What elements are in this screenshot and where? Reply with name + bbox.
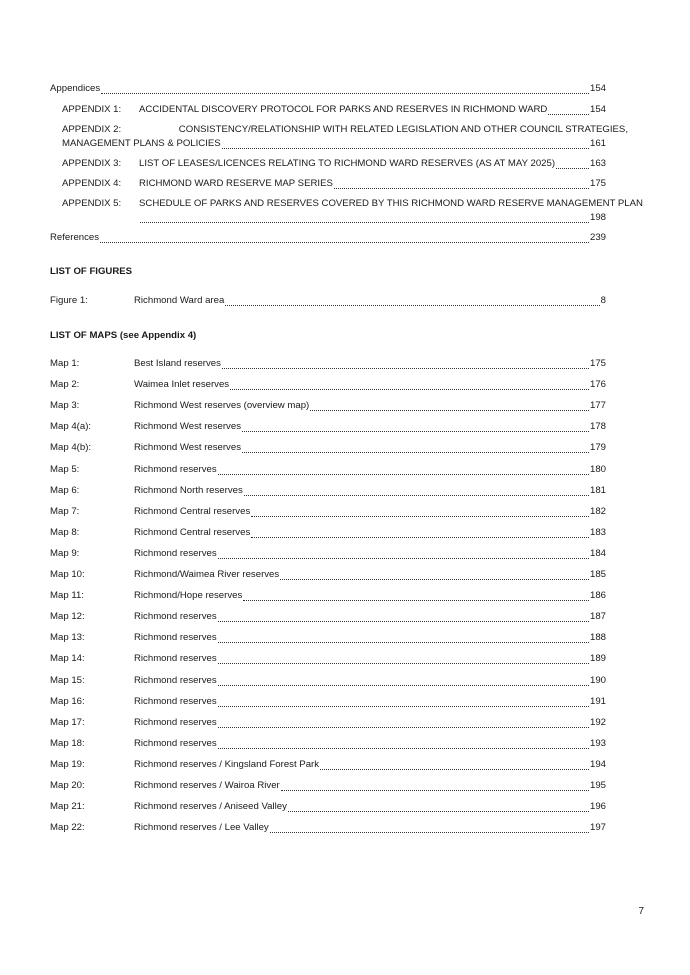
- toc-entry-title: Richmond West reserves: [134, 442, 241, 454]
- toc-page-number: 196: [589, 801, 606, 813]
- toc-page-number: 161: [589, 138, 606, 149]
- toc-entry-map[interactable]: [50, 399, 606, 413]
- toc-entry-title: Richmond Ward area: [134, 295, 225, 306]
- dot-leader: [242, 451, 589, 453]
- toc-entry-map[interactable]: [50, 631, 606, 645]
- toc-page-number: 189: [589, 653, 606, 665]
- toc-entry-title: Richmond reserves / Lee Valley: [134, 822, 269, 834]
- dot-leader: [218, 473, 589, 475]
- toc-entry-label: Map 18:: [50, 737, 85, 749]
- toc-entry-title: Richmond West reserves (overview map): [134, 400, 310, 412]
- toc-entry-line-2: [139, 211, 606, 225]
- toc-entry-label: Map 9:: [50, 547, 80, 559]
- toc-entry-title-part-2: MANAGEMENT PLANS & POLICIES: [62, 138, 221, 149]
- toc-entry-title: Richmond reserves: [134, 547, 217, 559]
- toc-entry-figure-1[interactable]: [50, 294, 606, 308]
- toc-page-number: 179: [589, 442, 606, 454]
- toc-page-number: 176: [589, 379, 606, 391]
- toc-page-number: 175: [589, 358, 606, 369]
- dot-leader: [310, 409, 589, 411]
- toc-entry-label: APPENDIX 5:: [62, 198, 122, 209]
- toc-entry-map[interactable]: [50, 463, 606, 477]
- toc-entry-label: APPENDIX 4:: [62, 178, 122, 189]
- toc-page-number: 175: [589, 178, 606, 189]
- dot-leader: [556, 167, 589, 169]
- toc-entry-map[interactable]: [50, 420, 606, 434]
- toc-entry-map[interactable]: [50, 610, 606, 624]
- toc-entry-map[interactable]: [50, 758, 606, 772]
- toc-entry-label: Map 5:: [50, 463, 80, 475]
- toc-entry-label: Map 13:: [50, 632, 85, 644]
- toc-entry-map[interactable]: [50, 737, 606, 751]
- toc-entry-map[interactable]: [50, 484, 606, 498]
- toc-page-number: 182: [589, 505, 606, 517]
- toc-entry-line-2: [62, 137, 606, 151]
- toc-entry-map[interactable]: [50, 357, 606, 371]
- toc-entry-label: Map 3:: [50, 400, 80, 412]
- toc-entry-map[interactable]: [50, 800, 606, 814]
- toc-entry-label: Map 1:: [50, 358, 80, 369]
- toc-entry-label: APPENDIX 1:: [62, 104, 122, 115]
- toc-entry-map[interactable]: [50, 821, 606, 835]
- dot-leader: [218, 705, 589, 707]
- dot-leader: [251, 515, 589, 517]
- toc-entry-label: Map 15:: [50, 674, 85, 686]
- toc-page-number: 184: [589, 547, 606, 559]
- toc-entry-title: References: [50, 232, 100, 243]
- dot-leader: [280, 578, 589, 580]
- toc-page-number: 195: [589, 780, 606, 791]
- toc-page-number: 183: [589, 526, 606, 538]
- dot-leader: [225, 304, 599, 306]
- toc-page-number: 185: [589, 569, 606, 580]
- dot-leader: [100, 241, 589, 243]
- toc-entry-title: Richmond reserves / Aniseed Valley: [134, 801, 287, 813]
- toc-entry-title: Best Island reserves: [134, 358, 221, 369]
- toc-entry-label: Map 20:: [50, 780, 85, 791]
- toc-entry-line-1: [62, 123, 628, 137]
- toc-entry-title: Richmond/Waimea River reserves: [134, 569, 280, 580]
- toc-page-number: 192: [589, 716, 606, 728]
- toc-page-number: 239: [589, 232, 606, 243]
- toc-page-number: 8: [600, 295, 606, 306]
- dot-leader: [251, 536, 589, 538]
- toc-entry-title: Richmond reserves / Wairoa River: [134, 780, 280, 791]
- toc-entry-title: Richmond North reserves: [134, 484, 243, 496]
- toc-entry-title: Richmond reserves / Kingsland Forest Park: [134, 758, 320, 770]
- toc-entry-label: Map 2:: [50, 379, 80, 391]
- dot-leader: [243, 599, 589, 601]
- dot-leader: [270, 831, 589, 833]
- toc-page-number: 187: [589, 611, 606, 623]
- toc-entry-label: Map 19:: [50, 758, 85, 770]
- dot-leader: [548, 113, 589, 115]
- toc-page-number: 186: [589, 590, 606, 602]
- toc-entry-title: Richmond reserves: [134, 653, 217, 665]
- toc-entry-label: Map 17:: [50, 716, 85, 728]
- dot-leader: [334, 187, 589, 189]
- toc-page-number: 181: [589, 484, 606, 496]
- toc-entry-label: Map 22:: [50, 822, 85, 834]
- dot-leader: [140, 221, 589, 223]
- toc-entry-label: Map 10:: [50, 569, 85, 580]
- toc-entry-title: Richmond reserves: [134, 674, 217, 686]
- toc-entry-appendices[interactable]: [50, 82, 606, 96]
- toc-entry-label: Map 4(a):: [50, 421, 92, 433]
- toc-entry-label: Map 21:: [50, 801, 85, 813]
- dot-leader: [218, 662, 589, 664]
- toc-entry-title: Richmond reserves: [134, 463, 217, 475]
- dot-leader: [281, 789, 589, 791]
- toc-entry-label: APPENDIX 2:: [62, 124, 122, 135]
- dot-leader: [218, 747, 589, 749]
- toc-entry-title-part-1: CONSISTENCY/RELATIONSHIP WITH RELATED LEGISLATION AND OTHER COUNCIL STRATEGIES,: [178, 124, 628, 135]
- toc-entry-title: LIST OF LEASES/LICENCES RELATING TO RICHMOND WARD RESERVES (AS AT MAY 2025): [139, 158, 556, 169]
- toc-entry-line-1: [62, 197, 643, 211]
- toc-page-number: 191: [589, 695, 606, 707]
- toc-page-number: 197: [589, 822, 606, 834]
- dot-leader: [101, 92, 589, 94]
- toc-page-number: 198: [589, 212, 606, 223]
- dot-leader: [288, 810, 589, 812]
- toc-page-number: 154: [589, 83, 606, 94]
- toc-entry-title: SCHEDULE OF PARKS AND RESERVES COVERED BY THIS RICHMOND WARD RESERVE MANAGEMENT PLAN: [139, 198, 643, 209]
- dot-leader: [218, 620, 589, 622]
- toc-page-number: 193: [589, 737, 606, 749]
- toc-page-number: 190: [589, 674, 606, 686]
- toc-entry-map[interactable]: [50, 695, 606, 709]
- toc-entry-map[interactable]: [50, 779, 606, 793]
- toc-entry-map[interactable]: [50, 547, 606, 561]
- toc-entry-title: Richmond reserves: [134, 611, 217, 623]
- toc-entry-title: ACCIDENTAL DISCOVERY PROTOCOL FOR PARKS AND RESERVES IN RICHMOND WARD: [139, 104, 548, 115]
- toc-entry-label: Map 7:: [50, 505, 80, 517]
- dot-leader: [244, 494, 589, 496]
- toc-entry-title: Richmond reserves: [134, 695, 217, 707]
- toc-entry-appendix-4[interactable]: [62, 177, 606, 191]
- dot-leader: [218, 557, 589, 559]
- page-number: 7: [638, 906, 644, 917]
- toc-entry-title: Richmond reserves: [134, 632, 217, 644]
- toc-page-number: 188: [589, 632, 606, 644]
- toc-entry-map[interactable]: [50, 652, 606, 666]
- toc-page-number: 177: [589, 400, 606, 412]
- toc-entry-label: Map 8:: [50, 526, 80, 538]
- toc-entry-map[interactable]: [50, 674, 606, 688]
- toc-entry-title: Appendices: [50, 83, 101, 94]
- toc-entry-label: Map 14:: [50, 653, 85, 665]
- toc-entry-references[interactable]: [50, 231, 606, 245]
- toc-page-number: 194: [589, 758, 606, 770]
- dot-leader: [218, 726, 589, 728]
- dot-leader: [242, 430, 589, 432]
- toc-entry-label: Map 6:: [50, 484, 80, 496]
- toc-entry-label: APPENDIX 3:: [62, 158, 122, 169]
- dot-leader: [218, 641, 589, 643]
- toc-entry-map[interactable]: [50, 378, 606, 392]
- toc-page-number: 178: [589, 421, 606, 433]
- toc-entry-map[interactable]: [50, 589, 606, 603]
- toc-entry-label: Map 11:: [50, 590, 84, 602]
- dot-leader: [218, 684, 589, 686]
- toc-entry-title: Richmond reserves: [134, 716, 217, 728]
- toc-entry-title: RICHMOND WARD RESERVE MAP SERIES: [139, 178, 333, 189]
- toc-entry-label: Map 12:: [50, 611, 85, 623]
- dot-leader: [222, 147, 589, 149]
- toc-entry-title: Waimea Inlet reserves: [134, 379, 230, 391]
- toc-page-number: 180: [589, 463, 606, 475]
- figures-heading: LIST OF FIGURES: [50, 266, 133, 277]
- toc-entry-label: Map 4(b):: [50, 442, 92, 454]
- toc-entry-title: Richmond/Hope reserves: [134, 590, 243, 602]
- toc-entry-map[interactable]: [50, 568, 606, 582]
- toc-entry-map[interactable]: [50, 441, 606, 455]
- toc-entry-appendix-3[interactable]: [62, 157, 606, 171]
- toc-entry-label: Map 16:: [50, 695, 85, 707]
- toc-entry-label: Figure 1:: [50, 295, 88, 306]
- toc-entry-title: Richmond Central reserves: [134, 526, 251, 538]
- toc-entry-appendix-1[interactable]: [62, 103, 606, 117]
- maps-heading: LIST OF MAPS (see Appendix 4): [50, 330, 197, 341]
- toc-page: [50, 0, 644, 975]
- toc-entry-title: Richmond Central reserves: [134, 505, 251, 517]
- toc-entry-map[interactable]: [50, 505, 606, 519]
- dot-leader: [222, 367, 589, 369]
- toc-page-number: 163: [589, 158, 606, 169]
- toc-entry-title: Richmond West reserves: [134, 421, 241, 433]
- toc-page-number: 154: [589, 104, 606, 115]
- toc-entry-map[interactable]: [50, 716, 606, 730]
- dot-leader: [320, 768, 589, 770]
- toc-entry-title: Richmond reserves: [134, 737, 217, 749]
- toc-entry-map[interactable]: [50, 526, 606, 540]
- dot-leader: [230, 388, 589, 390]
